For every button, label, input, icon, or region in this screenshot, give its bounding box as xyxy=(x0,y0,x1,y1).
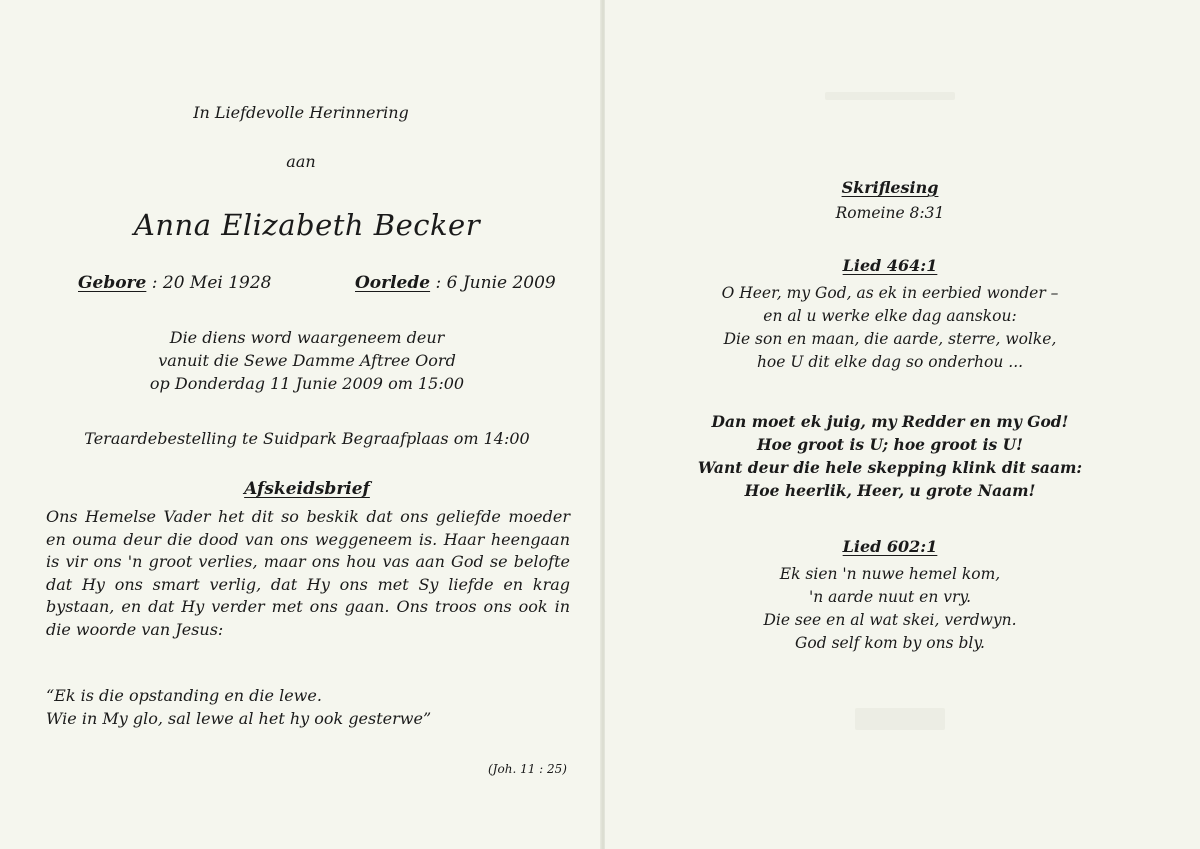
deceased-name: Anna Elizabeth Becker xyxy=(133,208,481,242)
quote-line: Wie in My glo, sal lewe al het hy ook gesterwe” xyxy=(46,708,432,728)
died-sep: : xyxy=(430,273,447,293)
aan-line: aan xyxy=(286,152,316,171)
born-label: Gebore xyxy=(78,273,147,293)
service-line: vanuit die Sewe Damme Aftree Oord xyxy=(158,351,456,370)
reading-title: Skriflesing xyxy=(841,178,939,197)
verse-line: en al u werke elke dag aanskou: xyxy=(763,307,1017,325)
chorus-line: Dan moet ek juig, my Redder en my God! xyxy=(711,412,1069,431)
letter-title: Afskeidsbrief xyxy=(244,479,370,499)
died-date: 6 Junie 2009 xyxy=(446,273,556,293)
service-line: Die diens word waargeneem deur xyxy=(169,328,445,347)
hymn1-verse xyxy=(605,282,1175,374)
verse-line: hoe U dit elke dag so onderhou ... xyxy=(756,353,1024,371)
verse-line: Die see en al wat skei, verdwyn. xyxy=(763,611,1017,629)
bleed-through-mark xyxy=(855,708,945,730)
born-sep: : xyxy=(146,273,163,293)
verse-line: Ek sien 'n nuwe hemel kom, xyxy=(779,565,1001,583)
service-details xyxy=(0,326,614,395)
died-label: Oorlede xyxy=(355,273,431,293)
hymn2-verse xyxy=(605,563,1175,655)
verse-line: God self kom by ons bly. xyxy=(795,634,985,652)
letter-body: Ons Hemelse Vader het dit so beskik dat ons geliefde moeder en ouma deur die dood van ons weggeneem is. Haar heengaan is vir ons 'n groot verlies, maar ons hou vas aan God se belofte dat Hy ons smart verlig, dat Hy ons met Sy liefde en krag bystaan, en dat Hy verder met ons gaan. Ons troos ons ook in die woorde van Jesus: xyxy=(46,507,570,639)
scripture-quote xyxy=(46,685,570,730)
hymn1-chorus xyxy=(605,410,1175,502)
chorus-line: Want deur die hele skepping klink dit saam: xyxy=(697,458,1083,477)
death-line xyxy=(355,273,556,293)
born-date: 20 Mei 1928 xyxy=(162,273,272,293)
quote-reference: (Joh. 11 : 25) xyxy=(488,762,567,776)
hymn1-title: Lied 464:1 xyxy=(842,256,938,275)
verse-line: 'n aarde nuut en vry. xyxy=(808,588,972,606)
chorus-line: Hoe heerlik, Heer, u grote Naam! xyxy=(744,481,1036,500)
burial-line: Teraardebestelling te Suidpark Begraafplaas om 14:00 xyxy=(84,429,530,448)
verse-line: O Heer, my God, as ek in eerbied wonder – xyxy=(721,284,1059,302)
service-line: op Donderdag 11 Junie 2009 om 15:00 xyxy=(149,374,465,393)
right-page xyxy=(605,0,1200,849)
quote-line: “Ek is die opstanding en die lewe. xyxy=(46,686,322,705)
hymn2-title: Lied 602:1 xyxy=(842,537,938,556)
verse-line: Die son en maan, die aarde, sterre, wolke, xyxy=(723,330,1057,348)
chorus-line: Hoe groot is U; hoe groot is U! xyxy=(756,435,1023,454)
reading-reference: Romeine 8:31 xyxy=(835,204,945,222)
intro-line: In Liefdevolle Herinnering xyxy=(193,103,409,122)
bleed-through-mark xyxy=(825,92,955,100)
birth-line xyxy=(78,273,272,293)
